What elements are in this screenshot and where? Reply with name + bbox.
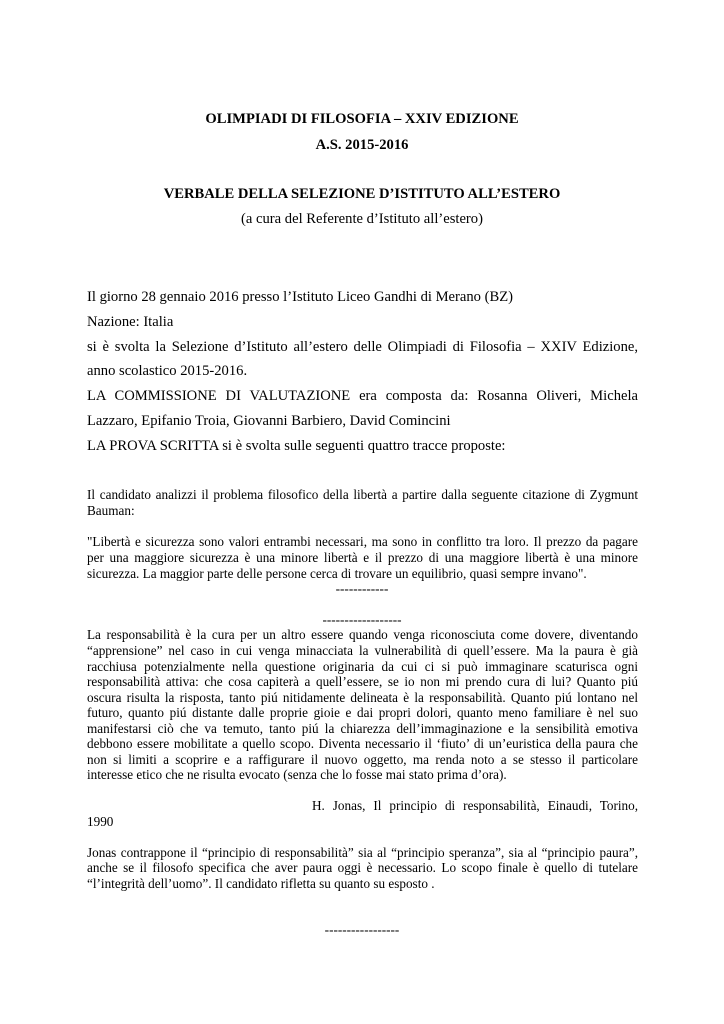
trace2-text: racchiusa potenzialmente nella questione originaria da cui ci si può immaginare scaturisca ogni xyxy=(87,659,638,674)
trace2-text: manifestarsi ciò che va temuto, tanto piú la chiarezza dell’immaginazione e la sensibilità emotiva xyxy=(87,721,638,736)
trace2-text: interesse etico che ne risulta evocato (senza che lo fosse mai stato prima d’ora). xyxy=(87,767,507,782)
trace1-prompt: Bauman: xyxy=(87,503,135,518)
intro-line: anno scolastico 2015-2016. xyxy=(87,363,248,379)
intro-line: Nazione: Italia xyxy=(87,314,174,330)
trace2-citation-year: 1990 xyxy=(87,814,114,829)
trace1-quote: "Libertà e sicurezza sono valori entrambi necessari, ma sono in conflitto tra loro. Il prezzo da pagare xyxy=(87,534,638,549)
document-title: OLIMPIADI DI FILOSOFIA – XXIV EDIZIONE xyxy=(205,111,519,127)
trace2-text: oscura risulta la risposta, tanto piú nitidamente delineata è la responsabilità. Quanto piú lontano nel xyxy=(87,690,638,705)
trace2-text: debbono essere mobilitate a quello scopo. Diventa necessario il ‘fiuto’ di un’euristica della paura che xyxy=(87,736,638,751)
trace2-citation: H. Jonas, Il principio di responsabilità, Einaudi, Torino, xyxy=(312,798,638,813)
document-subtitle: VERBALE DELLA SELEZIONE D’ISTITUTO ALL’ESTERO xyxy=(163,186,561,202)
trace2-comment: anche se il filosofo specifica che aver paura oggi è necessario. Lo scopo finale è quello di tutelare xyxy=(87,860,638,875)
separator: ------------ xyxy=(335,581,389,596)
separator: ------------------ xyxy=(322,612,402,627)
document-note: (a cura del Referente d’Istituto all’estero) xyxy=(241,211,483,227)
intro-line: Il giorno 28 gennaio 2016 presso l’Istituto Liceo Gandhi di Merano (BZ) xyxy=(87,289,513,305)
intro-line: LA PROVA SCRITTA si è svolta sulle seguenti quattro tracce proposte: xyxy=(87,438,506,454)
trace2-comment: “l’integrità dell’uomo”. Il candidato rifletta su quanto su esposto . xyxy=(87,876,435,891)
trace2-text: “apprensione” nel caso in cui venga minacciata la vulnerabilità di quell’essere. Ma la paura è già xyxy=(87,643,638,658)
trace2-text: responsabilità attiva: che cosa capiterà a quell’essere, se io non mi prendo cura di lui? Quanto piú xyxy=(87,674,638,689)
trace2-text: futuro, quanto piú distante dalle proprie gioie e dai propri dolori, quanto meno familiare è nel suo xyxy=(87,705,638,720)
trace2-text: La responsabilità è la cura per un altro essere quando venga riconosciuta come dovere, diventando xyxy=(87,627,638,642)
trace1-prompt: Il candidato analizzi il problema filosofico della libertà a partire dalla seguente citazione di Zygmunt xyxy=(87,487,638,502)
school-year: A.S. 2015-2016 xyxy=(315,137,409,153)
intro-line: si è svolta la Selezione d’Istituto all’estero delle Olimpiadi di Filosofia – XXIV Edizione, xyxy=(87,339,638,355)
trace1-quote: per una maggiore sicurezza è una minore libertà e il prezzo di una maggiore libertà è una minore xyxy=(87,550,638,565)
trace1-quote: sicurezza. La maggior parte delle persone cerca di trovare un equilibrio, quasi sempre invano". xyxy=(87,566,587,581)
intro-line: Lazzaro, Epifanio Troia, Giovanni Barbiero, David Comincini xyxy=(87,413,451,429)
intro-line: LA COMMISSIONE DI VALUTAZIONE era composta da: Rosanna Oliveri, Michela xyxy=(87,388,638,404)
trace2-comment: Jonas contrappone il “principio di responsabilità” sia al “principio speranza”, sia al “principio paura”, xyxy=(87,845,638,860)
separator: ----------------- xyxy=(324,922,400,937)
trace2-text: non si limiti a scoprire e a raffigurare il nuovo oggetto, ma renda noto a se stesso il particolare xyxy=(87,752,638,767)
